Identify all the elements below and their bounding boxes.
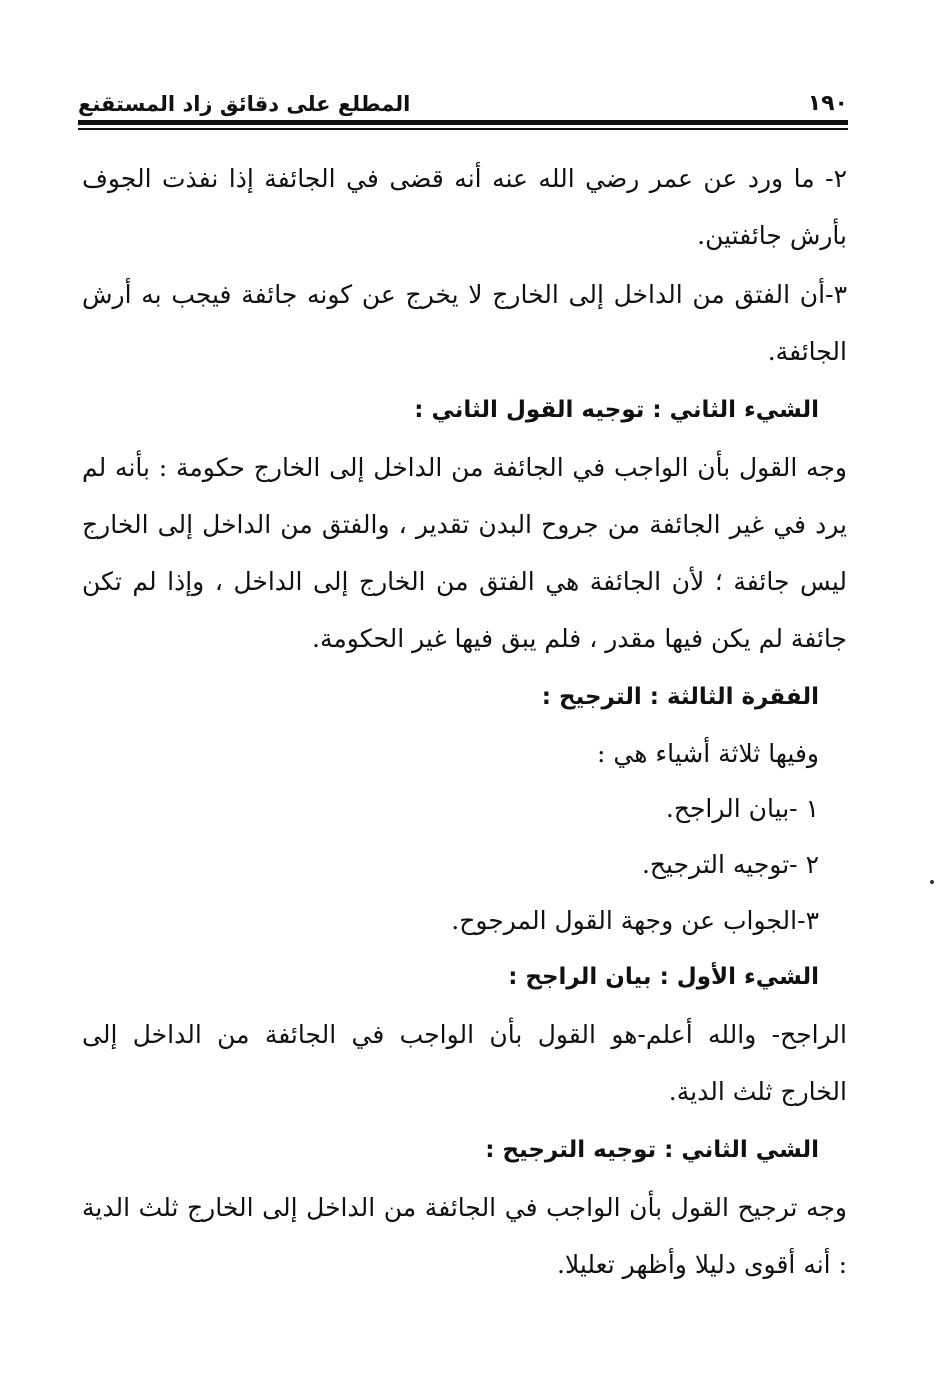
heading-third-section-preference: الفقرة الثالثة : الترجيح : [541, 684, 819, 710]
heading-preference-justification: الشي الثاني : توجيه الترجيح : [485, 1137, 819, 1163]
heading-second-opinion-justification: الشيء الثاني : توجيه القول الثاني : [414, 397, 819, 423]
heading-preferred-view: الشيء الأول : بيان الراجح : [508, 964, 819, 990]
list-item-1: ١ -بيان الراجح. [665, 794, 819, 823]
paragraph-preferred-view: الراجح- والله أعلم-هو القول بأن الواجب في الجائفة من الداخل إلى الخارج ثلث الدية. [82, 1020, 847, 1106]
header-rule-thick [78, 120, 848, 125]
paragraph-second-opinion: وجه القول بأن الواجب في الجائفة من الداخل إلى الخارج حكومة : بأنه لم يرد في غير الجائفة من جروح البدن تقدير ، والفتق من الداخل إلى الخارج ليس جائفة ؛ لأن الجائفة هي الفتق من الخارج إلى الداخل ، وإذا لم تكن جائفة لم يكن فيها مقدر ، فلم يبق فيها غير الحكومة. [82, 453, 847, 653]
page-body [82, 150, 847, 1295]
paragraph-evidence-2: ٢- ما ورد عن عمر رضي الله عنه أنه قضى في الجائفة إذا نفذت الجوف بأرش جائفتين. [82, 164, 847, 250]
paragraph-evidence-3: ٣-أن الفتق من الداخل إلى الخارج لا يخرج عن كونه جائفة فيجب به أرش الجائفة. [82, 280, 847, 366]
page-number: ١٩٠ [807, 91, 848, 116]
scan-speck [930, 880, 934, 884]
list-item-3: ٣-الجواب عن وجهة القول المرجوح. [451, 906, 819, 935]
running-header [78, 80, 848, 120]
list-item-2: ٢ -توجيه الترجيح. [641, 850, 819, 879]
header-rule-thin [78, 128, 848, 130]
paragraph-preference-justification: وجه ترجيح القول بأن الواجب في الجائفة من الداخل إلى الخارج ثلث الدية : أنه أقوى دليلا وأظهر تعليلا. [82, 1193, 847, 1279]
book-title: المطلع على دقائق زاد المستقنع [78, 92, 411, 116]
section-intro: وفيها ثلاثة أشياء هي : [597, 739, 819, 768]
